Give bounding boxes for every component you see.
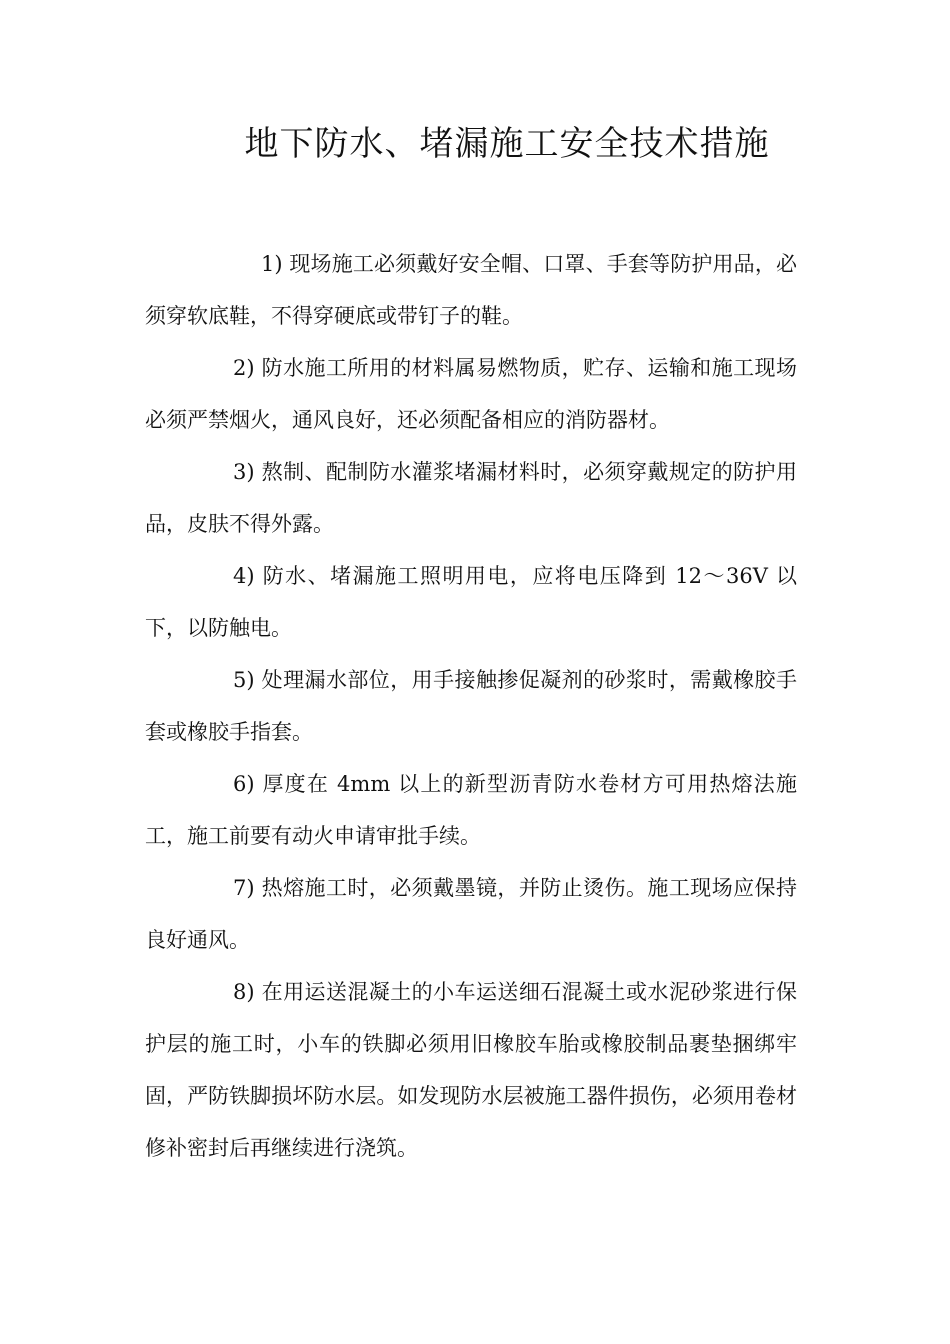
paragraph-3: 3) 熬制、配制防水灌浆堵漏材料时，必须穿戴规定的防护用品，皮肤不得外露。 <box>145 460 797 536</box>
paragraph-5: 5) 处理漏水部位，用手接触掺促凝剂的砂浆时，需戴橡胶手套或橡胶手指套。 <box>145 668 797 744</box>
paragraph-1: 1) 现场施工必须戴好安全帽、口罩、手套等防护用品，必须穿软底鞋，不得穿硬底或带钉子的鞋。 <box>145 252 797 328</box>
paragraph-8: 8) 在用运送混凝土的小车运送细石混凝土或水泥砂浆进行保护层的施工时，小车的铁脚必须用旧橡胶车胎或橡胶制品裹垫捆绑牢固，严防铁脚损坏防水层。如发现防水层被施工器件损伤，必须用卷材修补密封后再继续进行浇筑。 <box>145 980 797 1160</box>
paragraph-4: 4) 防水、堵漏施工照明用电，应将电压降到 12～36V 以下，以防触电。 <box>145 564 797 640</box>
document-title: 地下防水、堵漏施工安全技术措施 <box>244 124 770 164</box>
paragraph-2: 2) 防水施工所用的材料属易燃物质，贮存、运输和施工现场必须严禁烟火，通风良好，还必须配备相应的消防器材。 <box>145 356 797 432</box>
paragraph-7: 7) 热熔施工时，必须戴墨镜，并防止烫伤。施工现场应保持良好通风。 <box>145 876 797 952</box>
document-body <box>145 238 797 1174</box>
paragraph-6: 6) 厚度在 4mm 以上的新型沥青防水卷材方可用热熔法施工，施工前要有动火申请审批手续。 <box>145 772 797 848</box>
